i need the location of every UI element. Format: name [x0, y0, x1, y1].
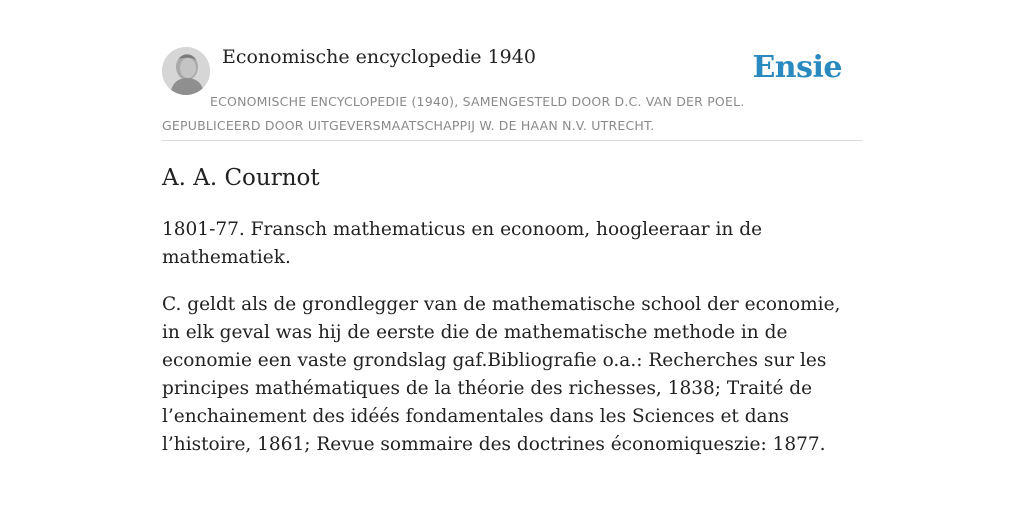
entry-title: A. A. Cournot	[162, 165, 320, 191]
article-paragraph: 1801-77. Fransch mathematicus en econoom, hoogleeraar in de mathematiek.	[162, 219, 763, 268]
article	[162, 160, 862, 459]
source-description: ECONOMISCHE ENCYCLOPEDIE (1940), SAMENGESTELD DOOR D.C. VAN DER POEL. GEPUBLICEERD DOOR UITGEVERSMAATSCHAPPIJ W. DE HAAN N.V. UTRECHT.	[162, 94, 745, 133]
source-avatar-icon[interactable]	[162, 47, 210, 95]
brand-logo[interactable]: Ensie	[752, 50, 842, 85]
source-title[interactable]: Economische encyclopedie 1940	[222, 46, 536, 68]
article-paragraph: C. geldt als de grondlegger van de mathematische school der economie, in elk geval was hij de eerste die de mathematische methode in de economie een vaste grondslag gaf.Bibliografie o.a.: Recherches sur les principes mathématiques de la théorie des richesses, 1838; Traité de l’enchainement des idéés fondamentales dans les Sciences et dans l’histoire, 1861; Revue sommaire des doctrines économiqueszie: 1877.	[162, 294, 841, 455]
source-header	[162, 44, 862, 141]
